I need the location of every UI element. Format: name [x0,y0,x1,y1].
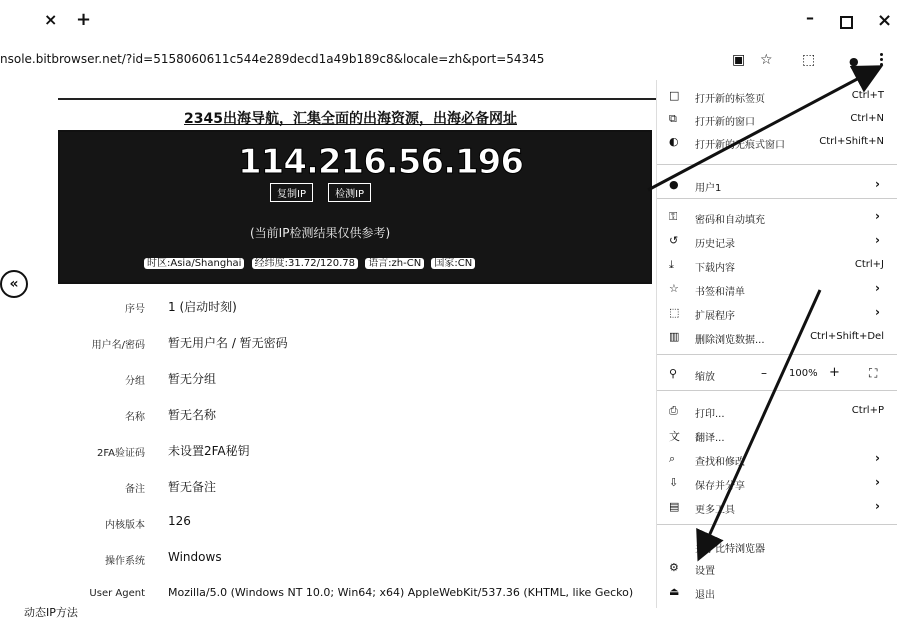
menu-item-extensions[interactable]: ⬚ 扩展程序 › [669,305,880,322]
menu-item-settings[interactable]: ⚙ 设置 [669,561,715,577]
row-label: 名称 [125,412,145,423]
translate-icon: 文 [669,430,680,443]
row-label: 序号 [125,304,145,315]
zoom-out-button[interactable]: – [761,366,767,380]
banner-link[interactable]: 2345出海导航，汇集全面的出海资源，出海必备网址 [184,111,517,127]
new-window-icon: ⧉ [669,112,677,125]
new-tab-button[interactable]: + [76,9,92,30]
find-icon: ⌕ [669,452,676,465]
zoom-icon: ⚲ [669,367,678,380]
chevron-right-icon: › [875,475,880,489]
menu-item-print[interactable]: ⎙ 打印... Ctrl+P [669,404,884,420]
menu-item-save-share[interactable]: ⇩ 保存并分享 › [669,475,880,492]
trash-icon: ▥ [669,330,680,343]
row-value: Mozilla/5.0 (Windows NT 10.0; Win64; x64) AppleWebKit/537.36 (KHTML, like Gecko) [168,586,634,599]
address-bar-url[interactable]: nsole.bitbrowser.net/?id=5158060611c544e289decd1a49b189c8&locale=zh&port=54345 [0,52,545,66]
menu-item-clear-data[interactable]: ▥ 删除浏览数据... Ctrl+Shift+Del [669,330,884,346]
menu-item-profile[interactable]: ● 用户1 › [669,177,880,194]
timezone-tag: 时区:Asia/Shanghai [144,258,244,269]
check-ip-button[interactable]: 检测IP [328,183,371,202]
menu-item-about[interactable]: 关于比特浏览器 [695,544,765,555]
ip-check-note: (当前IP检测结果仅供参考) [250,226,391,240]
menu-item-downloads[interactable]: ⤓ 下载内容 Ctrl+J [669,258,884,274]
person-icon: ● [669,178,679,191]
translate-icon[interactable]: ▣ [732,52,746,68]
language-tag: 语言:zh-CN [365,258,424,269]
profile-icon[interactable]: ● [849,55,859,68]
close-window-button[interactable]: × [877,10,893,31]
menu-item-exit[interactable]: ⏏ 退出 [669,585,715,601]
menu-item-new-window[interactable]: ⧉ 打开新的窗口 Ctrl+N [669,112,884,128]
row-label: 用户名/密码 [91,340,145,351]
save-icon: ⇩ [669,476,679,489]
toolbox-icon: ▤ [669,500,680,513]
exit-icon: ⏏ [669,585,680,598]
chevron-right-icon: › [875,209,880,223]
row-value: Windows [168,550,222,564]
menu-item-bookmarks[interactable]: ☆ 书签和清单 › [669,281,880,298]
new-tab-icon: □ [669,89,680,102]
chevron-right-icon: › [875,177,880,191]
copy-ip-button[interactable]: 复制IP [270,183,313,202]
row-label: 操作系统 [105,556,145,567]
fullscreen-icon[interactable]: ⛶ [869,366,878,380]
row-label: 内核版本 [105,520,145,531]
history-icon: ↺ [669,234,679,247]
menu-item-incognito[interactable]: ◐ 打开新的无痕式窗口 Ctrl+Shift+N [669,135,884,151]
chevron-right-icon: › [875,305,880,319]
country-tag: 国家:CN [431,258,475,269]
chevron-right-icon: › [875,281,880,295]
menu-item-translate[interactable]: 文 翻译... [669,430,725,444]
row-value: 暂无用户名 / 暂无密码 [168,336,288,350]
row-label: 分组 [125,376,145,387]
download-icon: ⤓ [669,258,674,271]
bookmark-star-icon[interactable]: ☆ [760,52,773,68]
row-value: 暂无分组 [168,372,217,386]
extensions-icon[interactable]: ⬚ [802,52,816,68]
footer-link[interactable]: 动态IP方法 [24,606,78,619]
print-icon: ⎙ [669,404,678,417]
ip-address: 114.216.56.196 [238,142,523,182]
menu-item-passwords[interactable]: ⚿ 密码和自动填充 › [669,209,880,226]
row-label: User Agent [89,588,145,599]
collapse-left-icon[interactable]: « [0,270,28,298]
menu-item-find[interactable]: ⌕ 查找和修改 › [669,451,880,468]
chevron-right-icon: › [875,499,880,513]
star-icon: ☆ [669,282,679,295]
annotation-arrow-to-kebab [648,68,878,190]
menu-item-history[interactable]: ↺ 历史记录 › [669,233,880,250]
row-label: 备注 [125,484,145,495]
menu-item-new-tab[interactable]: □ 打开新的标签页 Ctrl+T [669,89,884,105]
key-icon: ⚿ [669,210,678,223]
coords-tag: 经纬度:31.72/120.78 [252,258,358,269]
row-value: 未设置2FA秘钥 [168,444,250,458]
row-label: 2FA验证码 [96,448,145,459]
row-value: 126 [168,514,191,528]
zoom-level: 100% [789,368,818,379]
puzzle-icon: ⬚ [669,306,680,319]
incognito-icon: ◐ [669,135,679,148]
menu-item-zoom: ⚲ 缩放 – 100% + ⛶ [669,365,878,383]
chevron-right-icon: › [875,233,880,247]
row-value: 1 (启动时刻) [168,300,237,314]
row-value: 暂无名称 [168,408,217,422]
menu-item-more-tools[interactable]: ▤ 更多工具 › [669,499,880,516]
zoom-in-button[interactable]: + [829,365,840,380]
gear-icon: ⚙ [669,561,679,574]
annotation-arrow-to-settings [700,290,820,556]
minimize-button[interactable]: – [806,8,814,27]
tab-close-button[interactable]: × [44,10,58,29]
row-value: 暂无备注 [168,480,217,494]
chevron-right-icon: › [875,451,880,465]
